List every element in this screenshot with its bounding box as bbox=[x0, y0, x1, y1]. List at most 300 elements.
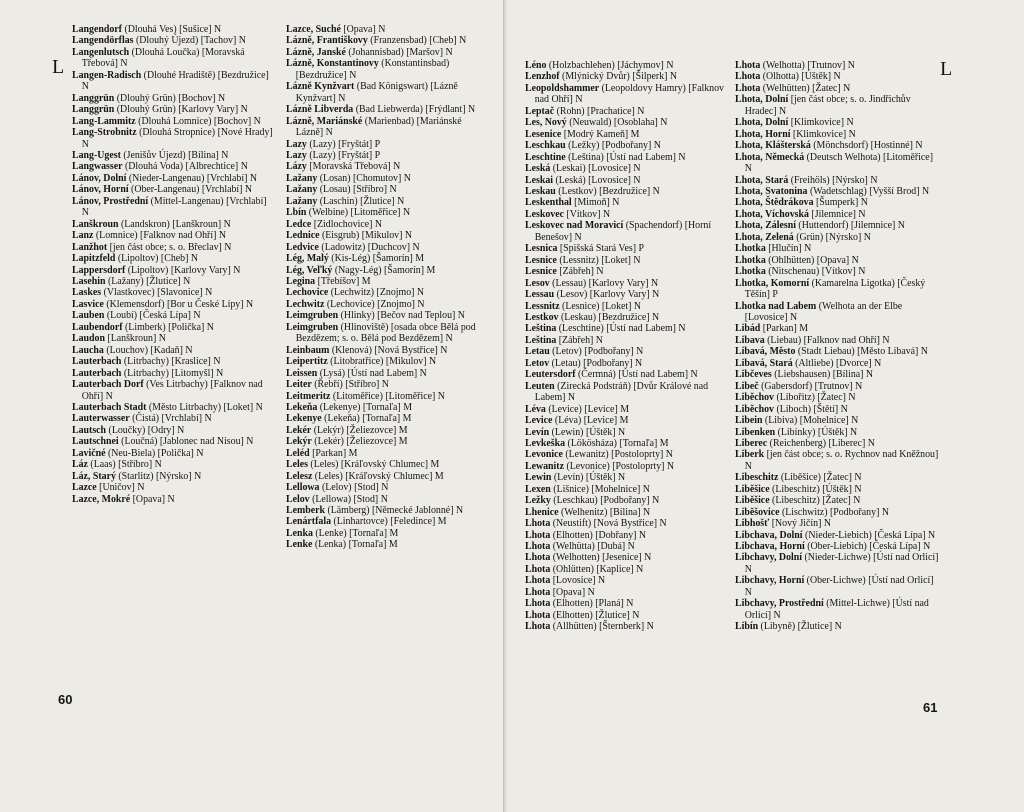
entry-detail: (Nitschenau) [Vítkov] N bbox=[765, 266, 866, 278]
entry-detail: (Elhotten) [Planá] N bbox=[550, 598, 634, 610]
entry-headword: Libein bbox=[735, 415, 763, 427]
entry-headword: Lhota, Zálesní bbox=[735, 220, 796, 232]
gazetteer-entry bbox=[72, 242, 276, 253]
entry-headword: Lesnice bbox=[525, 266, 557, 278]
entry-detail: (Linhartovce) [Feledince] M bbox=[331, 516, 447, 528]
entry-detail: (Litobratřice) [Mikulov] N bbox=[327, 356, 437, 368]
gazetteer-entry bbox=[525, 438, 729, 449]
entry-headword: Libava bbox=[735, 334, 765, 346]
entry-headword: Liběchov bbox=[735, 403, 774, 415]
entry-detail: (Mönchsdorf) [Hostinné] N bbox=[810, 140, 923, 152]
gazetteer-entry bbox=[286, 150, 490, 161]
entry-headword: Lhota, Stará bbox=[735, 174, 789, 186]
entry-headword: Lechovice bbox=[286, 287, 329, 299]
gazetteer-entry bbox=[286, 539, 490, 550]
gazetteer-entry bbox=[72, 494, 276, 505]
entry-detail: [Klimkovice] N bbox=[788, 117, 854, 129]
entry-detail: (Loubí) [Česká Lípa] N bbox=[104, 310, 201, 322]
entry-detail: (Olhotta) [Úštěk] N bbox=[760, 71, 841, 83]
entry-headword: Lég, Malý bbox=[286, 253, 329, 265]
entry-detail: (Leská) [Lovosice] N bbox=[553, 174, 641, 186]
entry-detail: (Dlouhý Grün) [Karlovy Vary] N bbox=[114, 104, 248, 116]
entry-detail: (Libořitz) [Žatec] N bbox=[773, 392, 856, 404]
entry-headword: Lhota, Horní bbox=[735, 128, 791, 140]
entry-detail: (Levonice) [Postoloprty] N bbox=[563, 460, 675, 472]
gazetteer-entry bbox=[286, 345, 490, 356]
gazetteer-entry bbox=[286, 139, 490, 150]
entry-detail: (Liebau) [Falknov nad Ohří] N bbox=[764, 334, 890, 346]
entry-detail: (Řebří) [Stříbro] N bbox=[311, 379, 389, 391]
entry-detail: (Losau) [Stříbro] N bbox=[317, 184, 397, 196]
gazetteer-entry bbox=[735, 243, 939, 254]
gazetteer-entry bbox=[735, 415, 939, 426]
entry-detail: (Libiva) [Mohelnice] N bbox=[762, 415, 859, 427]
gazetteer-entry bbox=[735, 392, 939, 403]
gazetteer-entry bbox=[525, 152, 729, 163]
entry-headword: Letov bbox=[525, 357, 550, 369]
gazetteer-entry bbox=[286, 242, 490, 253]
gazetteer-entry bbox=[286, 196, 490, 207]
gazetteer-entry bbox=[525, 449, 729, 460]
gazetteer-entry bbox=[525, 60, 729, 71]
entry-detail: (Hlinky) [Bečov nad Teplou] N bbox=[338, 310, 465, 322]
entry-detail: [Lovosice] N bbox=[550, 575, 606, 587]
gazetteer-entry bbox=[525, 346, 729, 357]
gazetteer-entry bbox=[72, 70, 276, 93]
entry-detail: (Zirecká Podstráň) [Dvůr Králové nad Labem] N bbox=[534, 380, 709, 404]
gazetteer-entry bbox=[286, 402, 490, 413]
entry-headword: Lhota bbox=[525, 586, 551, 598]
gazetteer-entry bbox=[286, 448, 490, 459]
entry-headword: Lesenice bbox=[525, 128, 562, 140]
entry-headword: Lhota, Klášterská bbox=[735, 140, 811, 152]
running-head: L bbox=[52, 56, 65, 78]
gazetteer-entry bbox=[72, 333, 276, 344]
entry-detail: (Leskau) [Bezdružice] N bbox=[558, 311, 660, 323]
entry-headword: Lažany bbox=[286, 172, 318, 184]
entry-detail: (Welhotta) [Trutnov] N bbox=[760, 60, 855, 71]
gazetteer-entry bbox=[525, 266, 729, 277]
column bbox=[72, 24, 276, 505]
entry-headword: Laucha bbox=[72, 344, 104, 356]
entry-headword: Lauterwasser bbox=[72, 413, 130, 425]
gazetteer-entry bbox=[525, 427, 729, 438]
entry-detail: (Landskron) [Lanškroun] N bbox=[118, 218, 231, 230]
entry-detail: (Ober-Lichwe) [Ústí nad Orlicí] N bbox=[744, 575, 934, 598]
gazetteer-entry bbox=[525, 106, 729, 117]
gazetteer-entry bbox=[735, 140, 939, 151]
entry-detail: (Čermná) [Ústí nad Labem] N bbox=[575, 369, 698, 381]
gazetteer-entry bbox=[735, 552, 939, 575]
entry-headword: Lhotka bbox=[735, 266, 766, 278]
entry-headword: Laudon bbox=[72, 333, 105, 345]
entry-headword: Lekér bbox=[286, 424, 312, 436]
gazetteer-entry bbox=[735, 484, 939, 495]
entry-headword: Lesov bbox=[525, 277, 550, 289]
entry-headword: Lappersdorf bbox=[72, 264, 126, 276]
gazetteer-entry bbox=[525, 335, 729, 346]
entry-headword: Lhota, Zelená bbox=[735, 231, 794, 243]
gazetteer-entry bbox=[72, 299, 276, 310]
gazetteer-entry bbox=[72, 116, 276, 127]
entry-headword: Langendorf bbox=[72, 24, 122, 35]
gazetteer-entry bbox=[525, 71, 729, 82]
entry-headword: Libeč bbox=[735, 380, 759, 392]
entry-detail: [Lanškroun] N bbox=[104, 333, 166, 345]
gazetteer-entry bbox=[525, 507, 729, 518]
entry-headword: Levice bbox=[525, 415, 553, 427]
entry-detail: [Hlučín] N bbox=[765, 243, 812, 255]
gazetteer-entry bbox=[735, 94, 939, 117]
entry-headword: Langgrün bbox=[72, 92, 115, 104]
gazetteer-entry bbox=[72, 287, 276, 298]
entry-detail: (Nagy-Lég) [Šamorín] M bbox=[332, 264, 436, 276]
gazetteer-entry bbox=[72, 24, 276, 35]
entry-detail: (Leskai) [Lovosice] N bbox=[550, 163, 641, 175]
gazetteer-entry bbox=[286, 368, 490, 379]
gazetteer-entry bbox=[735, 381, 939, 392]
entry-headword: Lázně, Mariánské bbox=[286, 115, 363, 127]
page-number: 61 bbox=[923, 700, 938, 715]
entry-headword: Lessnitz bbox=[525, 300, 560, 312]
entry-headword: Leskenthal bbox=[525, 197, 572, 209]
entry-detail: (Marienbad) [Mariánské Lázně] N bbox=[295, 115, 462, 139]
entry-detail: (Klenová) [Nová Bystřice] N bbox=[329, 344, 448, 356]
entry-detail: (Libínky) [Úštěk] N bbox=[775, 426, 858, 438]
gazetteer-entry bbox=[72, 425, 276, 436]
entry-detail: [Zidlochovice] N bbox=[311, 218, 383, 230]
entry-headword: Lhotka nad Labem bbox=[735, 300, 817, 312]
column bbox=[525, 60, 729, 633]
entry-detail: (Lellowa) [Stod] N bbox=[309, 493, 388, 505]
entry-headword: Lewin bbox=[525, 472, 552, 484]
entry-detail: (Jenišův Újezd) [Bílina] N bbox=[120, 149, 229, 161]
entry-headword: Liběšice bbox=[735, 483, 770, 495]
entry-detail: (Huttendorf) [Jilemnice] N bbox=[795, 220, 905, 232]
entry-detail: (Lechwitz) [Znojmo] N bbox=[328, 287, 425, 299]
entry-detail: (Mlýnický Dvůr) [Šilperk] N bbox=[559, 71, 678, 83]
entry-headword: Lhota bbox=[525, 563, 551, 575]
gazetteer-entry bbox=[525, 163, 729, 174]
entry-headword: Lelov bbox=[286, 493, 310, 505]
gazetteer-entry bbox=[286, 379, 490, 390]
entry-headword: Lednice bbox=[286, 230, 320, 242]
entry-detail: (Starlitz) [Nýrsko] N bbox=[115, 470, 202, 482]
entry-headword: Lhota bbox=[525, 541, 551, 553]
entry-detail: (Lämberg) [Německé Jablonné] N bbox=[324, 505, 464, 517]
gazetteer-entry bbox=[525, 140, 729, 151]
entry-detail: (Klemensdorf) [Bor u České Lípy] N bbox=[103, 298, 254, 310]
entry-detail: [Opava] N bbox=[340, 24, 386, 35]
gazetteer-entry bbox=[735, 301, 939, 324]
entry-detail: (Liběšice) [Žatec] N bbox=[778, 472, 862, 484]
left-page bbox=[0, 0, 506, 812]
entry-headword: Léva bbox=[525, 403, 546, 415]
gazetteer-entry bbox=[735, 495, 939, 506]
entry-headword: Liberec bbox=[735, 437, 768, 449]
entry-detail: (Dlouhé Hradiště) [Bezdružice] N bbox=[81, 69, 269, 93]
entry-headword: Liběšovice bbox=[735, 506, 780, 518]
gazetteer-entry bbox=[525, 564, 729, 575]
entry-headword: Liběchov bbox=[735, 392, 774, 404]
entry-headword: Libchava, Dolní bbox=[735, 529, 803, 541]
gazetteer-entry bbox=[735, 255, 939, 266]
entry-headword: Lenártfala bbox=[286, 516, 332, 528]
gazetteer-entry bbox=[735, 518, 939, 529]
gazetteer-entry bbox=[525, 541, 729, 552]
gazetteer-entry bbox=[286, 265, 490, 276]
entry-headword: Lažany bbox=[286, 184, 318, 196]
entry-detail: (Hlinoviště) [osada obce Bělá pod Bezdězem; s. o. Bělá pod Bezdězem] N bbox=[295, 321, 476, 345]
gazetteer-entry bbox=[72, 436, 276, 447]
entry-detail: (Lewin) [Úštěk] N bbox=[549, 426, 626, 438]
entry-detail: (Lomnice) [Falknov nad Ohří] N bbox=[93, 230, 226, 242]
entry-headword: Lázně Kynžvart bbox=[286, 81, 355, 93]
entry-headword: Leléd bbox=[286, 447, 310, 459]
entry-headword: Lhota bbox=[525, 575, 551, 587]
entry-headword: Lauterbach Stadt bbox=[72, 401, 147, 413]
gazetteer-entry bbox=[735, 209, 939, 220]
gazetteer-entry bbox=[72, 448, 276, 459]
gazetteer-entry bbox=[525, 301, 729, 312]
entry-detail: (Lekýr) [Želiezovce] M bbox=[311, 424, 408, 436]
entry-headword: Láz bbox=[72, 459, 88, 471]
entry-headword: Lechwitz bbox=[286, 298, 325, 310]
entry-detail: (Lechovice) [Znojmo] N bbox=[324, 298, 425, 310]
entry-detail: (Lenke) [Tornaľa] M bbox=[312, 527, 399, 539]
entry-headword: Lautsch bbox=[72, 424, 107, 436]
gazetteer-entry bbox=[286, 287, 490, 298]
gazetteer-entry bbox=[525, 484, 729, 495]
entry-headword: Lekenye bbox=[286, 413, 322, 425]
gazetteer-entry bbox=[735, 323, 939, 334]
entry-detail: (Levice) [Levice] M bbox=[545, 403, 630, 415]
gazetteer-entry bbox=[286, 173, 490, 184]
entry-detail: (Grün) [Nýrsko] N bbox=[793, 231, 871, 243]
gazetteer-entry bbox=[525, 83, 729, 106]
entry-headword: Lhota bbox=[735, 82, 761, 94]
entry-detail: (Litoměřice) [Litoměřice] N bbox=[330, 390, 445, 402]
entry-headword: Lestkov bbox=[525, 311, 559, 323]
gazetteer-entry bbox=[72, 104, 276, 115]
entry-detail: (Lesnice) [Loket] N bbox=[559, 300, 642, 312]
gazetteer-entry bbox=[735, 438, 939, 449]
gazetteer-entry bbox=[72, 230, 276, 241]
entry-detail: [Opava] N bbox=[130, 493, 175, 505]
entry-detail: [jen část obce; s. o. Jindřichův Hradec] N bbox=[744, 94, 911, 117]
entry-detail: (Gabersdorf) [Trutnov] N bbox=[758, 380, 863, 392]
gazetteer-entry bbox=[525, 369, 729, 380]
gazetteer-entry bbox=[525, 518, 729, 529]
gazetteer-entry bbox=[72, 471, 276, 482]
entry-headword: Leiter bbox=[286, 379, 312, 391]
entry-detail: (Čistá) [Vrchlabí] N bbox=[129, 413, 212, 425]
entry-headword: Leschkau bbox=[525, 140, 566, 152]
entry-headword: Libchavy, Prostřední bbox=[735, 598, 824, 610]
entry-headword: Lhota, Dolní bbox=[735, 94, 789, 106]
entry-headword: Leština bbox=[525, 334, 557, 346]
entry-headword: Libavá, Stará bbox=[735, 357, 793, 369]
entry-headword: Leipertitz bbox=[286, 356, 328, 368]
entry-detail: (Liebshausen) [Bílina] N bbox=[771, 369, 874, 381]
gazetteer-entry bbox=[72, 173, 276, 184]
gazetteer-entry bbox=[735, 369, 939, 380]
entry-detail: (Lazy) [Fryštát] P bbox=[306, 149, 381, 161]
entry-headword: Libchava, Horní bbox=[735, 541, 805, 553]
entry-headword: Lhotka, Komorní bbox=[735, 277, 810, 289]
gazetteer-entry bbox=[286, 276, 490, 287]
gazetteer-entry bbox=[525, 621, 729, 632]
entry-headword: Lanz bbox=[72, 230, 94, 242]
entry-detail: (Leles) [Kráľovský Chlumec] M bbox=[307, 459, 440, 471]
gazetteer-entry bbox=[72, 150, 276, 161]
entry-detail: (Neuwald) [Osoblaha] N bbox=[566, 117, 668, 129]
entry-headword: Leskau bbox=[525, 185, 556, 197]
entry-detail: (Letov) [Podbořany] N bbox=[549, 346, 644, 358]
gazetteer-entry bbox=[286, 299, 490, 310]
entry-detail: (Louchov) [Kadaň] N bbox=[103, 344, 193, 356]
gazetteer-entry bbox=[735, 152, 939, 175]
gazetteer-entry bbox=[72, 127, 276, 150]
entry-headword: Lang-Lammitz bbox=[72, 115, 136, 127]
gazetteer-entry bbox=[525, 598, 729, 609]
gazetteer-entry bbox=[286, 161, 490, 172]
entry-detail: (Lazy) [Fryštát] P bbox=[306, 138, 381, 150]
gazetteer-entry bbox=[735, 346, 939, 357]
gazetteer-entry bbox=[735, 541, 939, 552]
entry-detail: (Lenka) [Tornaľa] M bbox=[312, 539, 398, 551]
gazetteer-entry bbox=[72, 184, 276, 195]
gazetteer-entry bbox=[525, 461, 729, 472]
gazetteer-entry bbox=[735, 71, 939, 82]
gazetteer-entry bbox=[735, 335, 939, 346]
gazetteer-entry bbox=[286, 219, 490, 230]
entry-detail: (Eisgrub) [Mikulov] N bbox=[319, 230, 412, 242]
entry-detail: (Wadetschlag) [Vyšší Brod] N bbox=[807, 185, 930, 197]
entry-detail: (Litrbachy) [Litomyšl] N bbox=[121, 367, 224, 379]
entry-headword: Lhota, Německá bbox=[735, 151, 805, 163]
entry-detail: (Rohn) [Prachatice] N bbox=[554, 105, 645, 117]
entry-detail: (Neustift) [Nová Bystřice] N bbox=[550, 518, 667, 530]
entry-detail: (Ves Litrbachy) [Falknov nad Ohří] N bbox=[81, 379, 263, 402]
entry-headword: Letau bbox=[525, 346, 550, 358]
gazetteer-entry bbox=[286, 116, 490, 139]
gazetteer-entry bbox=[286, 471, 490, 482]
entry-detail: (Dlouhý Grün) [Bochov] N bbox=[114, 92, 226, 104]
gazetteer-entry bbox=[72, 413, 276, 424]
entry-detail: (Limberk) [Polička] N bbox=[122, 321, 214, 333]
gazetteer-entry bbox=[735, 404, 939, 415]
entry-detail: [Klimkovice] N bbox=[790, 128, 856, 140]
gazetteer-entry bbox=[72, 322, 276, 333]
entry-headword: Lhota bbox=[735, 60, 761, 71]
gazetteer-entry bbox=[735, 278, 939, 301]
entry-headword: Lhota bbox=[525, 529, 551, 541]
entry-headword: Libavá, Město bbox=[735, 346, 796, 358]
entry-headword: Lhota bbox=[735, 71, 761, 83]
entry-headword: Libčeves bbox=[735, 369, 772, 381]
gazetteer-entry bbox=[735, 232, 939, 243]
entry-detail: (Leschtine) [Ústí nad Labem] N bbox=[556, 323, 686, 335]
gazetteer-entry bbox=[525, 495, 729, 506]
gazetteer-entry bbox=[525, 278, 729, 289]
entry-detail: (Kamarelna Ligotka) [Český Těšín] P bbox=[744, 277, 926, 301]
gazetteer-entry bbox=[72, 161, 276, 172]
entry-detail: [Jilemnice] N bbox=[808, 208, 866, 220]
entry-headword: Leinbaum bbox=[286, 344, 330, 356]
entry-headword: Levkeška bbox=[525, 437, 566, 449]
entry-detail: (Lewanitz) [Postoloprty] N bbox=[562, 449, 673, 461]
entry-headword: Lázně, Františkovy bbox=[286, 35, 368, 47]
entry-headword: Lazy bbox=[286, 149, 307, 161]
entry-detail: (Laschin) [Žlutice] N bbox=[317, 195, 405, 207]
entry-detail: (Lišnice) [Mohelnice] N bbox=[550, 483, 650, 495]
entry-headword: Langenlutsch bbox=[72, 46, 130, 58]
gazetteer-entry bbox=[525, 255, 729, 266]
gazetteer-entry bbox=[286, 35, 490, 46]
entry-detail: (Loučná) [Jablonec nad Nisou] N bbox=[118, 436, 254, 448]
entry-detail: (Nieder-Lichwe) [Ústí nad Orlicí] N bbox=[744, 552, 939, 575]
entry-headword: Leuten bbox=[525, 380, 555, 392]
entry-headword: Libín bbox=[735, 621, 759, 633]
entry-detail: [Parkan] M bbox=[309, 447, 358, 459]
entry-detail: (Leopoldovy Hamry) [Falknov nad Ohří] N bbox=[534, 82, 724, 106]
entry-detail: (Letau) [Podbořany] N bbox=[549, 357, 643, 369]
gazetteer-entry bbox=[286, 528, 490, 539]
entry-detail: [Modrý Kameň] M bbox=[561, 128, 640, 140]
gazetteer-entry bbox=[525, 381, 729, 404]
gazetteer-entry bbox=[525, 220, 729, 243]
entry-headword: Libchavy, Horní bbox=[735, 575, 805, 587]
gazetteer-entry bbox=[735, 83, 939, 94]
gazetteer-entry bbox=[286, 516, 490, 527]
entry-headword: Lázy bbox=[286, 161, 307, 173]
entry-detail: (Holzbachlehen) [Jáchymov] N bbox=[546, 60, 674, 71]
entry-detail: (Lelov) [Stod] N bbox=[319, 482, 389, 494]
entry-detail: [Vítkov] N bbox=[563, 208, 611, 220]
gazetteer-entry bbox=[735, 507, 939, 518]
gazetteer-entry bbox=[72, 356, 276, 367]
entry-headword: Lesnica bbox=[525, 243, 558, 255]
gazetteer-entry bbox=[525, 552, 729, 563]
entry-detail: (Elhotten) [Žlutice] N bbox=[550, 609, 640, 621]
gazetteer-entry bbox=[72, 93, 276, 104]
entry-detail: (Lökösháza) [Tornaľa] M bbox=[565, 437, 669, 449]
entry-detail: [jen část obce; s. o. Břeclav] N bbox=[107, 241, 232, 253]
entry-detail: (Loučky) [Odry] N bbox=[106, 424, 185, 436]
entry-headword: Lenke bbox=[286, 539, 313, 551]
entry-detail: (Ladowitz) [Duchcov] N bbox=[318, 241, 420, 253]
entry-headword: Leimgruben bbox=[286, 321, 339, 333]
gazetteer-entry bbox=[525, 289, 729, 300]
gazetteer-entry bbox=[735, 621, 939, 632]
entry-detail: (Nieder-Langenau) [Vrchlabí] N bbox=[126, 172, 258, 184]
entry-headword: Lhota, Svatonina bbox=[735, 185, 808, 197]
entry-detail: (Welhütten) [Žatec] N bbox=[760, 82, 851, 94]
gazetteer-entry bbox=[286, 322, 490, 345]
entry-headword: Lhota bbox=[525, 609, 551, 621]
gazetteer-entry bbox=[286, 459, 490, 470]
entry-headword: Lázně, Janské bbox=[286, 46, 346, 58]
entry-headword: Leschtine bbox=[525, 151, 566, 163]
entry-detail: [Mimoň] N bbox=[571, 197, 620, 209]
entry-headword: Lelesz bbox=[286, 470, 313, 482]
entry-headword: Lazce, Mokré bbox=[72, 493, 131, 505]
entry-detail: (Neu-Biela) [Polička] N bbox=[105, 447, 204, 459]
entry-headword: Lapitzfeld bbox=[72, 253, 116, 265]
entry-detail: (Konstantinsbad) [Bezdružice] N bbox=[295, 58, 450, 81]
entry-detail: (Altliebe) [Dvorce] N bbox=[792, 357, 882, 369]
